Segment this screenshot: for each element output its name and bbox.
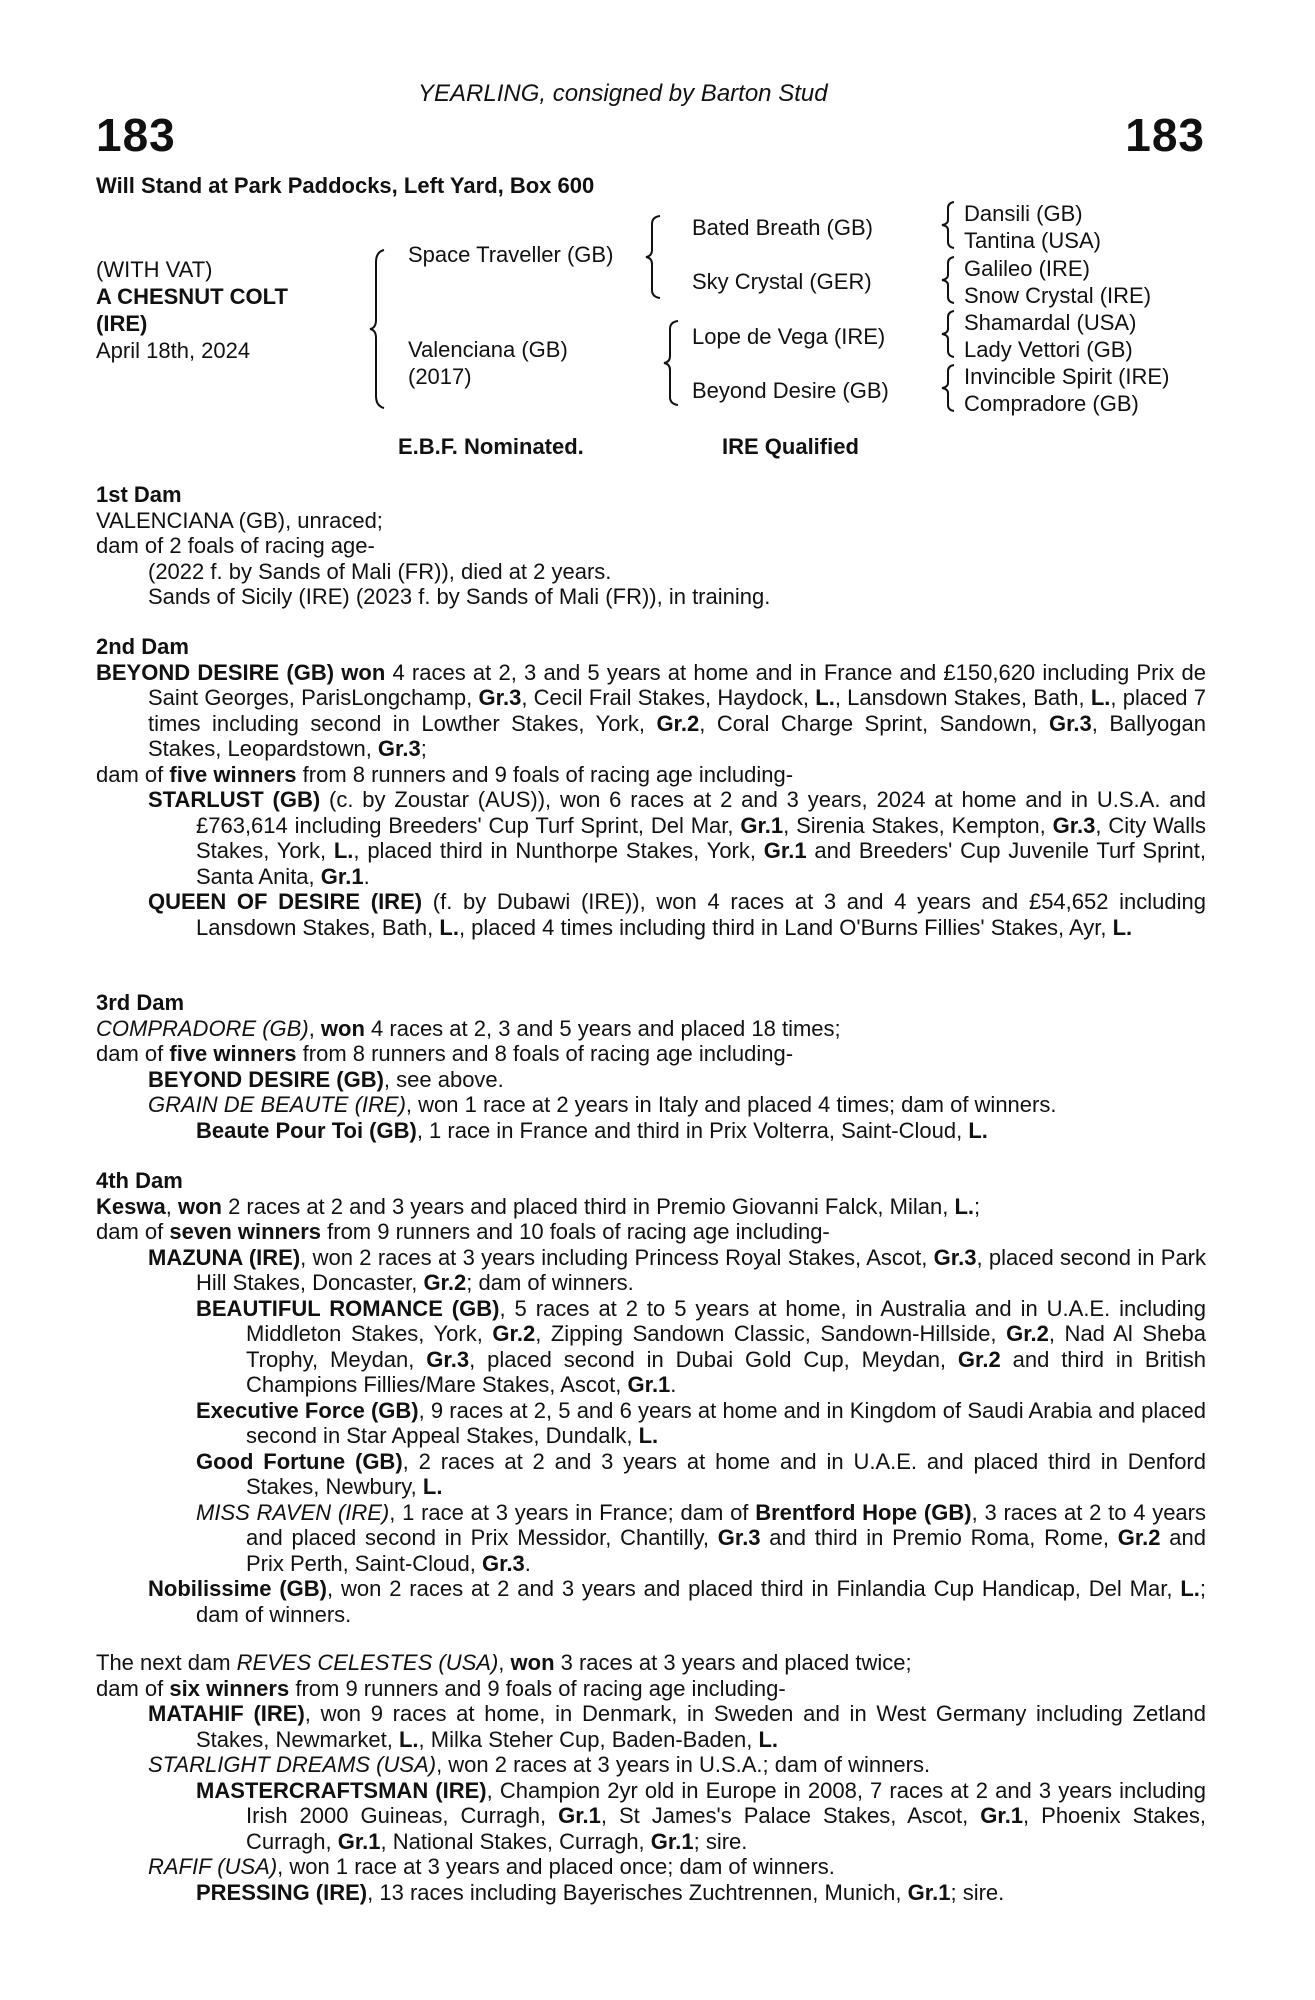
third-dam-grandfoal: Beaute Pour Toi (GB), 1 race in France and third in Prix Volterra, Saint-Cloud, L. <box>196 1117 988 1143</box>
fourth-dam-section <box>96 1168 1206 1627</box>
lot-number-left: 183 <box>96 109 176 161</box>
gg-6: Lady Vettori (GB) <box>964 337 1133 362</box>
first-dam-section <box>96 482 1206 610</box>
next-dam-section <box>96 1650 1206 1905</box>
bracket-sd <box>940 255 958 305</box>
third-dam-heading: 3rd Dam <box>96 990 185 1015</box>
horse-country: (IRE) <box>96 311 148 336</box>
fourth-dam-grandfoal: Executive Force (GB), 9 races at 2, 5 and 6 years at home and in Kingdom of Saudi Arabia and placed second in Star Appeal Stakes, Dundalk, L. <box>196 1397 1206 1448</box>
next-dam-grandfoal: MASTERCRAFTSMAN (IRE), Champion 2yr old in Europe in 2008, 7 races at 2 and 3 years including Irish 2000 Guineas, Curragh, Gr.1, St James's Palace Stakes, Ascot, Gr.1, Phoenix Stakes, Curragh, Gr.1, National Stakes, Curragh, Gr.1; sire. <box>196 1777 1206 1854</box>
ire-note: IRE Qualified <box>722 434 859 459</box>
sire-name: Space Traveller (GB) <box>408 242 614 267</box>
next-dam-foal: STARLIGHT DREAMS (USA), won 2 races at 3 years in U.S.A.; dam of winners. <box>148 1752 931 1777</box>
first-dam-line: Sands of Sicily (IRE) (2023 f. by Sands of Mali (FR)), in training. <box>148 584 771 609</box>
third-dam-produce-line: dam of five winners from 8 runners and 8 foals of racing age including- <box>96 1041 794 1066</box>
gg-5: Shamardal (USA) <box>964 310 1137 335</box>
gg-4: Snow Crystal (IRE) <box>964 283 1152 308</box>
bracket-ss <box>940 200 958 250</box>
second-dam-foal: STARLUST (GB) (c. by Zoustar (AUS)), won 6 races at 2 and 3 years, 2024 at home and in U.S.A. and £763,614 including Breeders' Cup Turf Sprint, Del Mar, Gr.1, Sirenia Stakes, Kempton, Gr.3, City Walls Stakes, York, L., placed third in Nunthorpe Stakes, York, Gr.1 and Breeders' Cup Juvenile Turf Sprint, Santa Anita, Gr.1. <box>148 787 1207 889</box>
second-dam-heading: 2nd Dam <box>96 634 189 659</box>
third-dam-entry: COMPRADORE (GB), won 4 races at 2, 3 and 5 years and placed 18 times; <box>96 1015 841 1041</box>
third-dam-foal: GRAIN DE BEAUTE (IRE), won 1 race at 2 years in Italy and placed 4 times; dam of winners. <box>148 1092 1057 1117</box>
bracket-ds <box>940 309 958 359</box>
gg-1: Dansili (GB) <box>964 201 1083 226</box>
dam-name: Valenciana (GB) <box>408 337 568 362</box>
fourth-dam-foal: MAZUNA (IRE), won 2 races at 3 years including Princess Royal Stakes, Ascot, Gr.3, placed second in Park Hill Stakes, Doncaster, Gr.2; dam of winners. <box>148 1244 1207 1295</box>
fourth-dam-grandfoal: MISS RAVEN (IRE), 1 race at 3 years in France; dam of Brentford Hope (GB), 3 races at 2 to 4 years and placed second in Prix Messidor, Chantilly, Gr.3 and third in Premio Roma, Rome, Gr.2 and Prix Perth, Saint-Cloud, Gr.3. <box>196 1499 1206 1576</box>
third-dam-foal: BEYOND DESIRE (GB), see above. <box>148 1066 504 1092</box>
main-bracket <box>368 248 388 410</box>
second-dam-foal: QUEEN OF DESIRE (IRE) (f. by Dubawi (IRE)), won 4 races at 3 and 4 years and £54,652 including Lansdown Stakes, Bath, L., placed 4 times including third in Land O'Burns Fillies' Stakes, Ayr, L. <box>148 889 1207 940</box>
dam-bracket <box>662 319 682 407</box>
ebf-note: E.B.F. Nominated. <box>398 434 584 459</box>
sire-sire: Bated Breath (GB) <box>692 215 873 240</box>
horse-name: A CHESNUT COLT <box>96 284 288 309</box>
next-dam-produce-line: dam of six winners from 9 runners and 9 foals of racing age including- <box>96 1675 786 1701</box>
next-dam-foal: MATAHIF (IRE), won 9 races at home, in Denmark, in Sweden and in West Germany including Zetland Stakes, Newmarket, L., Milka Steher Cup, Baden-Baden, L. <box>148 1701 1206 1752</box>
vat-note: (WITH VAT) <box>96 257 213 282</box>
gg-3: Galileo (IRE) <box>964 256 1090 281</box>
gg-2: Tantina (USA) <box>964 228 1101 253</box>
gg-7: Invincible Spirit (IRE) <box>964 364 1170 389</box>
catalogue-header: YEARLING, consigned by Barton Stud <box>418 80 828 107</box>
fourth-dam-entry: Keswa, won 2 races at 2 and 3 years and placed third in Premio Giovanni Falck, Milan, L.; <box>96 1193 981 1219</box>
sire-bracket <box>644 214 664 300</box>
third-dam-section <box>96 990 1206 1143</box>
fourth-dam-grandfoal: BEAUTIFUL ROMANCE (GB), 5 races at 2 to 5 years at home, in Australia and in U.A.E. including Middleton Stakes, York, Gr.2, Zipping Sandown Classic, Sandown-Hillside, Gr.2, Nad Al Sheba Trophy, Meydan, Gr.3, placed second in Dubai Gold Cup, Meydan, Gr.2 and third in British Champions Fillies/Mare Stakes, Ascot, Gr.1. <box>196 1295 1207 1397</box>
fourth-dam-produce-line: dam of seven winners from 9 runners and 10 foals of racing age including- <box>96 1219 830 1244</box>
horse-dob: April 18th, 2024 <box>96 338 251 363</box>
gg-8: Compradore (GB) <box>964 391 1139 416</box>
first-dam-line: dam of 2 foals of racing age- <box>96 533 375 558</box>
dam-year: (2017) <box>408 364 472 389</box>
next-dam-grandfoal: PRESSING (IRE), 13 races including Bayerisches Zuchtrennen, Munich, Gr.1; sire. <box>196 1879 1005 1905</box>
dam-dam: Beyond Desire (GB) <box>692 378 889 403</box>
second-dam-entry: BEYOND DESIRE (GB) won 4 races at 2, 3 and 5 years at home and in France and £150,620 including Prix de Saint Georges, ParisLongchamp, Gr.3, Cecil Frail Stakes, Haydock, L., Lansdown Stakes, Bath, L., placed 7 times including second in Lowther Stakes, York, Gr.2, Coral Charge Sprint, Sandown, Gr.3, Ballyogan Stakes, Leopardstown, Gr.3; <box>96 659 1206 761</box>
sire-dam: Sky Crystal (GER) <box>692 269 872 294</box>
second-dam-produce-line: dam of five winners from 8 runners and 9 foals of racing age including- <box>96 761 794 787</box>
first-dam-heading: 1st Dam <box>96 482 182 507</box>
bracket-dd <box>940 363 958 413</box>
first-dam-line: VALENCIANA (GB), unraced; <box>96 507 383 533</box>
fourth-dam-grandfoal: Good Fortune (GB), 2 races at 2 and 3 years at home and in U.A.E. and placed third in Denford Stakes, Newbury, L. <box>196 1448 1206 1499</box>
stand-location: Will Stand at Park Paddocks, Left Yard, Box 600 <box>96 173 595 198</box>
fourth-dam-heading: 4th Dam <box>96 1168 183 1193</box>
next-dam-entry: The next dam REVES CELESTES (USA), won 3 races at 3 years and placed twice; <box>96 1650 912 1675</box>
first-dam-line: (2022 f. by Sands of Mali (FR)), died at 2 years. <box>148 558 612 584</box>
lot-number-right: 183 <box>1125 109 1205 161</box>
next-dam-foal: RAFIF (USA), won 1 race at 3 years and placed once; dam of winners. <box>148 1854 835 1879</box>
second-dam-section <box>96 634 1206 940</box>
dam-sire: Lope de Vega (IRE) <box>692 324 886 349</box>
fourth-dam-foal: Nobilissime (GB), won 2 races at 2 and 3 years and placed third in Finlandia Cup Handicap, Del Mar, L.; dam of winners. <box>148 1576 1206 1627</box>
